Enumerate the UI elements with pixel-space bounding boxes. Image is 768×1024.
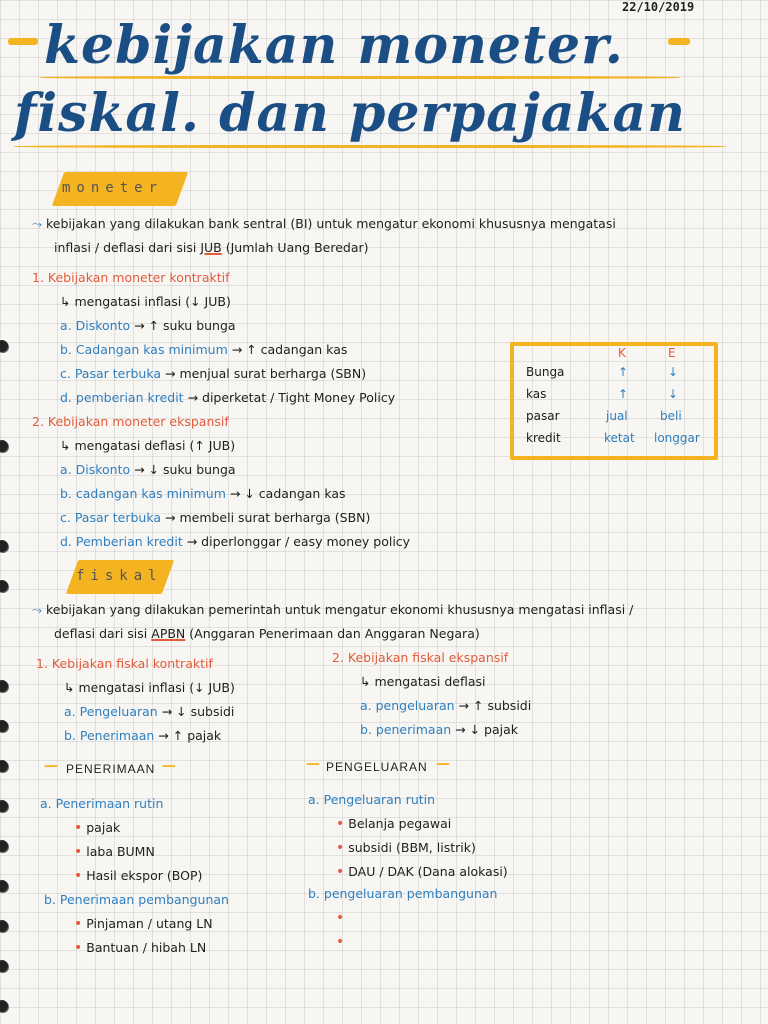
moneter-k2-title: 2. Kebijakan moneter ekspansif bbox=[32, 414, 229, 429]
fiskal-intro-line-2: deflasi dari sisi APBN (Anggaran Penerimaan dan Anggaran Negara) bbox=[54, 626, 480, 641]
list-item: • laba BUMN bbox=[74, 844, 155, 860]
title-highlight-left bbox=[8, 38, 38, 45]
sparkle-icon: — bbox=[306, 756, 320, 772]
table-cell-e: ↓ bbox=[668, 365, 679, 379]
table-row-label: pasar bbox=[526, 409, 560, 423]
table-cell-e: longgar bbox=[654, 431, 700, 445]
binding-ring bbox=[0, 440, 8, 452]
table-header-k: K bbox=[618, 346, 626, 360]
list-item: • Bantuan / hibah LN bbox=[74, 940, 207, 956]
binding-ring bbox=[0, 720, 8, 732]
bullet-icon: • bbox=[336, 840, 345, 856]
moneter-k1-item: c. Pasar terbuka → menjual surat berharga (SBN) bbox=[60, 366, 367, 381]
table-row-label: Bunga bbox=[526, 365, 565, 379]
fiskal-k2-item: a. pengeluaran → ↑ subsidi bbox=[360, 698, 532, 713]
intro-arrow-icon: ⤳ bbox=[32, 216, 43, 231]
title-highlight-right bbox=[668, 38, 690, 45]
intro-arrow-icon: ⤳ bbox=[32, 602, 43, 617]
list-item: • Pinjaman / utang LN bbox=[74, 916, 213, 932]
penerimaan-rutin-label: a. Penerimaan rutin bbox=[40, 796, 164, 811]
sparkle-icon: — bbox=[162, 758, 176, 774]
moneter-k1-item: d. pemberian kredit → diperketat / Tight Money Policy bbox=[60, 390, 396, 405]
bullet-icon: • bbox=[336, 910, 345, 926]
table-row-label: kredit bbox=[526, 431, 561, 445]
moneter-k2-item: a. Diskonto → ↓ suku bunga bbox=[60, 462, 236, 477]
binding-ring bbox=[0, 960, 8, 972]
binding-ring bbox=[0, 800, 8, 812]
binding-ring bbox=[0, 760, 8, 772]
fiskal-k1-title: 1. Kebijakan fiskal kontraktif bbox=[36, 656, 213, 671]
table-cell-k: ketat bbox=[604, 431, 635, 445]
binding-ring bbox=[0, 580, 8, 592]
moneter-k1-goal: ↳ mengatasi inflasi (↓ JUB) bbox=[60, 294, 231, 309]
table-cell-e: ↓ bbox=[668, 387, 679, 401]
fiskal-k2-title: 2. Kebijakan fiskal ekspansif bbox=[332, 650, 509, 665]
fiskal-k2-item: b. penerimaan → ↓ pajak bbox=[360, 722, 519, 737]
fiskal-tag: fiskal bbox=[76, 568, 163, 584]
bullet-icon: • bbox=[336, 934, 345, 950]
binding-ring bbox=[0, 840, 8, 852]
list-item: • Hasil ekspor (BOP) bbox=[74, 868, 203, 884]
binding-ring bbox=[0, 540, 8, 552]
table-cell-e: beli bbox=[660, 409, 682, 423]
sparkle-icon: — bbox=[436, 756, 450, 772]
list-item bbox=[336, 934, 344, 950]
bullet-icon: • bbox=[74, 940, 83, 956]
binding-ring bbox=[0, 920, 8, 932]
moneter-k1-item: a. Diskonto → ↑ suku bunga bbox=[60, 318, 236, 333]
fiskal-k1-item: a. Pengeluaran → ↓ subsidi bbox=[64, 704, 235, 719]
table-header-e: E bbox=[668, 346, 676, 360]
pengeluaran-pembangunan-label: b. pengeluaran pembangunan bbox=[308, 886, 498, 901]
fiskal-k2-goal: ↳ mengatasi deflasi bbox=[360, 674, 486, 689]
title-line-2: fiskal. dan perpajakan bbox=[14, 83, 686, 144]
title-line-1: kebijakan moneter. bbox=[44, 15, 624, 76]
pengeluaran-rutin-label: a. Pengeluaran rutin bbox=[308, 792, 436, 807]
table-cell-k: ↑ bbox=[618, 387, 629, 401]
binding-ring bbox=[0, 340, 8, 352]
list-item bbox=[336, 910, 344, 926]
fiskal-k1-goal: ↳ mengatasi inflasi (↓ JUB) bbox=[64, 680, 235, 695]
moneter-intro-line-1: ⤳ kebijakan yang dilakukan bank sentral (BI) untuk mengatur ekonomi khususnya mengatasi bbox=[32, 216, 616, 231]
list-item: • pajak bbox=[74, 820, 121, 836]
bullet-icon: • bbox=[74, 844, 83, 860]
pengeluaran-title: PENGELUARAN bbox=[326, 760, 428, 774]
penerimaan-title: PENERIMAAN bbox=[66, 762, 156, 776]
binding-ring bbox=[0, 680, 8, 692]
moneter-k2-goal: ↳ mengatasi deflasi (↑ JUB) bbox=[60, 438, 236, 453]
sparkle-icon: — bbox=[44, 758, 58, 774]
moneter-k2-item: c. Pasar terbuka → membeli surat berharga (SBN) bbox=[60, 510, 371, 525]
title-underline-1 bbox=[40, 76, 680, 79]
binding-ring bbox=[0, 1000, 8, 1012]
bullet-icon: • bbox=[336, 864, 345, 880]
fiskal-k1-item: b. Penerimaan → ↑ pajak bbox=[64, 728, 222, 743]
list-item: • subsidi (BBM, listrik) bbox=[336, 840, 476, 856]
moneter-intro-line-2: inflasi / deflasi dari sisi JUB (Jumlah Uang Beredar) bbox=[54, 240, 369, 255]
fiskal-intro-line-1: ⤳ kebijakan yang dilakukan pemerintah untuk mengatur ekonomi khususnya mengatasi inflasi / bbox=[32, 602, 634, 617]
table-row-label: kas bbox=[526, 387, 547, 401]
list-item: • Belanja pegawai bbox=[336, 816, 452, 832]
bullet-icon: • bbox=[336, 816, 345, 832]
title-underline-2 bbox=[14, 145, 726, 148]
bullet-icon: • bbox=[74, 916, 83, 932]
list-item: • DAU / DAK (Dana alokasi) bbox=[336, 864, 508, 880]
date: 22/10/2019 bbox=[622, 0, 695, 14]
moneter-k1-title: 1. Kebijakan moneter kontraktif bbox=[32, 270, 230, 285]
moneter-k2-item: d. Pemberian kredit → diperlonggar / easy money policy bbox=[60, 534, 411, 549]
moneter-tag: moneter bbox=[62, 180, 164, 196]
table-cell-k: jual bbox=[606, 409, 628, 423]
moneter-k1-item: b. Cadangan kas minimum → ↑ cadangan kas bbox=[60, 342, 348, 357]
binding-ring bbox=[0, 880, 8, 892]
moneter-k2-item: b. cadangan kas minimum → ↓ cadangan kas bbox=[60, 486, 346, 501]
table-cell-k: ↑ bbox=[618, 365, 629, 379]
bullet-icon: • bbox=[74, 868, 83, 884]
bullet-icon: • bbox=[74, 820, 83, 836]
penerimaan-pembangunan-label: b. Penerimaan pembangunan bbox=[44, 892, 229, 907]
